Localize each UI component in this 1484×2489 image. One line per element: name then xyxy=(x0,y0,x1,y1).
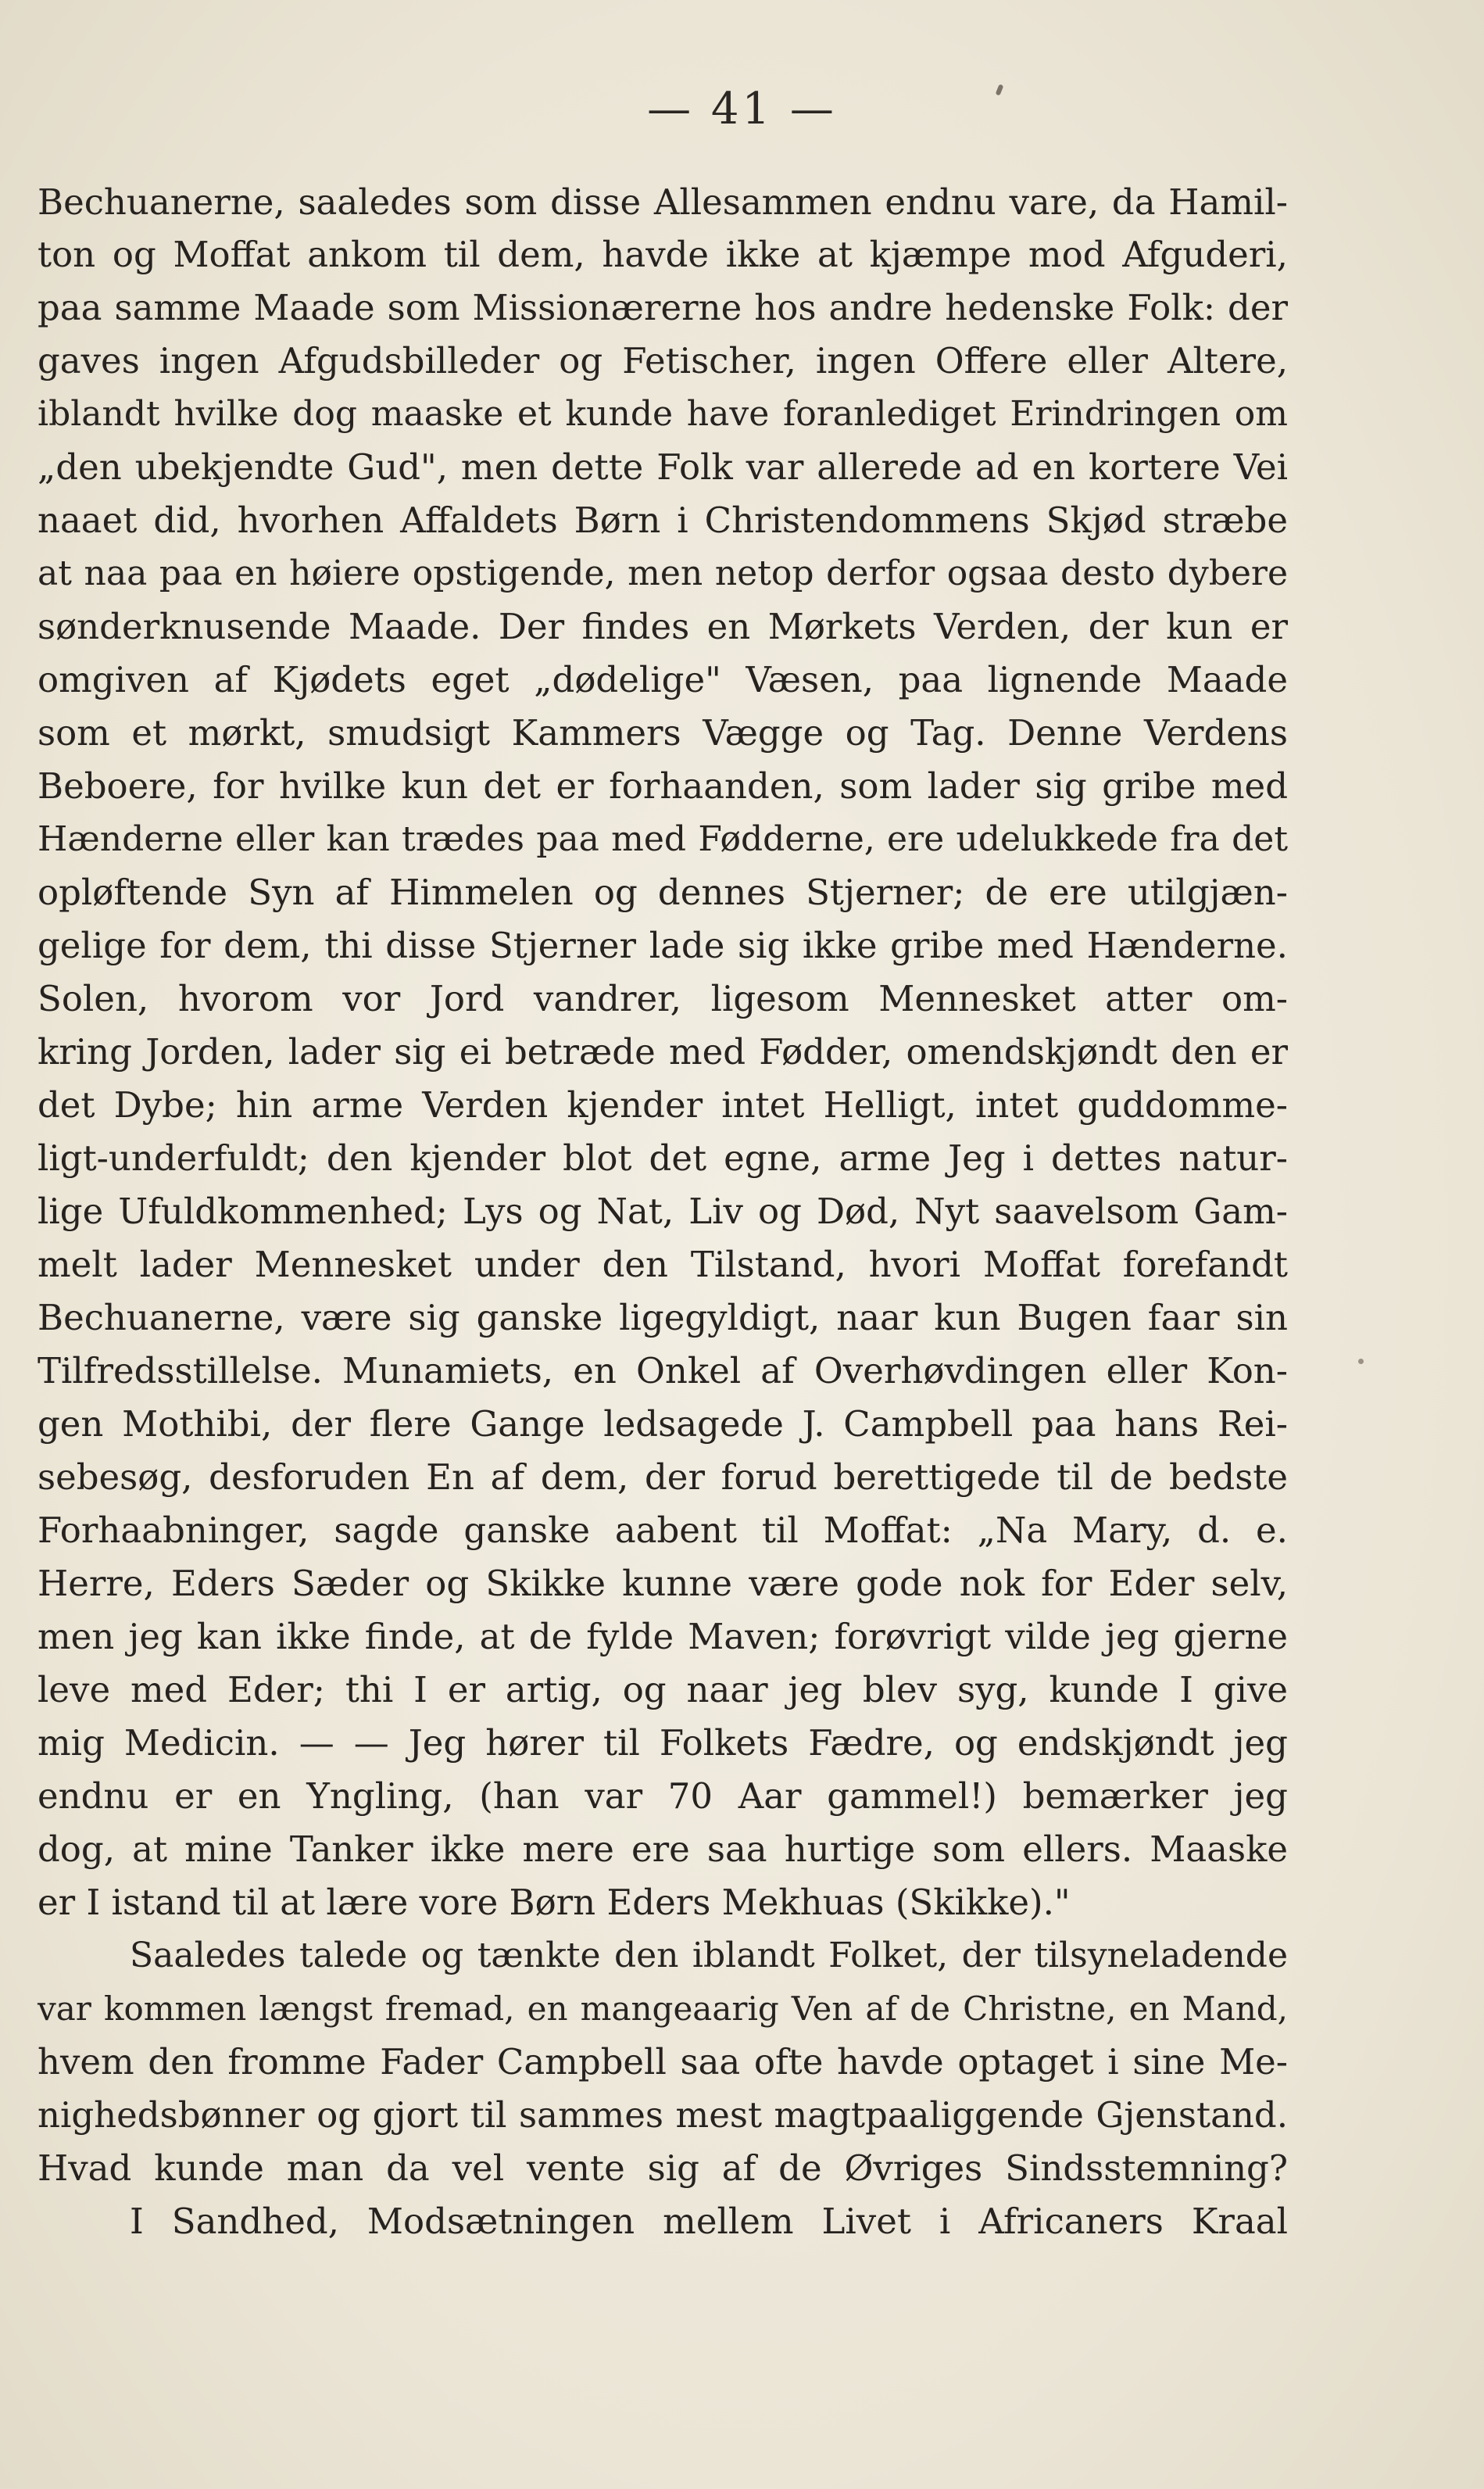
text-line: som et mørkt, smudsigt Kammers Vægge og Tag. Denne Verdens xyxy=(38,712,1288,754)
text-line: iblandt hvilke dog maaske et kunde have foranlediget Erindringen om xyxy=(38,394,1288,434)
text-line: hvem den fromme Fader Campbell saa ofte havde optaget i sine Me- xyxy=(38,2041,1288,2083)
text-line: omgiven af Kjødets eget „dødelige" Væsen, paa lignende Maade xyxy=(38,659,1288,700)
text-line: at naa paa en høiere opstigende, men netop derfor ogsaa desto dybere xyxy=(38,553,1288,593)
text-line: endnu er en Yngling, (han var 70 Aar gammel!) bemærker jeg xyxy=(38,1775,1288,1817)
text-line: var kommen længst fremad, en mangeaarig Ven af de Christne, en Mand, xyxy=(38,1989,1288,2028)
text-line: gen Mothibi, der flere Gange ledsagede J. Campbell paa hans Rei- xyxy=(38,1403,1288,1445)
ink-speck xyxy=(1358,1359,1364,1364)
text-line: I Sandhed, Modsætningen mellem Livet i Africaners Kraal xyxy=(130,2201,1288,2242)
text-line: naaet did, hvorhen Affaldets Børn i Christendommens Skjød stræbe xyxy=(38,500,1288,541)
text-line: gaves ingen Afgudsbilleder og Fetischer, ingen Offere eller Altere, xyxy=(38,340,1288,381)
text-line: Herre, Eders Sæder og Skikke kunne være gode nok for Eder selv, xyxy=(38,1563,1288,1604)
text-line: opløftende Syn af Himmelen og dennes Stjerner; de ere utilgjæn- xyxy=(38,872,1288,913)
text-line: ligt-underfuldt; den kjender blot det egne, arme Jeg i dettes natur- xyxy=(38,1137,1288,1179)
text-line: ton og Moffat ankom til dem, havde ikke at kjæmpe mod Afguderi, xyxy=(38,234,1288,275)
text-line: sønderknusende Maade. Der findes en Mørkets Verden, der kun er xyxy=(38,606,1288,647)
text-line: „den ubekjendte Gud", men dette Folk var allerede ad en kortere Vei xyxy=(38,446,1288,488)
text-line: Tilfredsstillelse. Munamiets, en Onkel af Overhøvdingen eller Kon- xyxy=(38,1350,1288,1391)
text-line: gelige for dem, thi disse Stjerner lade sig ikke gribe med Hænderne. xyxy=(38,925,1288,966)
text-line: sebesøg, desforuden En af dem, der forud berettigede til de bedste xyxy=(38,1456,1288,1498)
text-line: kring Jorden, lader sig ei betræde med Fødder, omendskjøndt den er xyxy=(38,1031,1288,1073)
text-line: mig Medicin. — — Jeg hører til Folkets Fædre, og endskjøndt jeg xyxy=(38,1722,1288,1764)
text-line: Forhaabninger, sagde ganske aabent til Moffat: „Na Mary, d. e. xyxy=(38,1510,1288,1551)
text-line: det Dybe; hin arme Verden kjender intet Helligt, intet guddomme- xyxy=(38,1084,1288,1126)
text-line: melt lader Mennesket under den Tilstand, hvori Moffat forefandt xyxy=(38,1244,1288,1285)
text-line: dog, at mine Tanker ikke mere ere saa hurtige som ellers. Maaske xyxy=(38,1828,1288,1870)
text-line: er I istand til at lære vore Børn Eders Mekhuas (Skikke)." xyxy=(38,1882,1071,1923)
text-line: Hænderne eller kan trædes paa med Fødderne, ere udelukkede fra det xyxy=(38,819,1288,859)
page-number: — 41 — xyxy=(647,84,837,134)
text-line: Solen, hvorom vor Jord vandrer, ligesom Mennesket atter om- xyxy=(38,978,1288,1019)
text-line: Saaledes talede og tænkte den iblandt Folket, der tilsyneladende xyxy=(130,1936,1288,1975)
text-line: Beboere, for hvilke kun det er forhaanden, som lader sig gribe med xyxy=(38,765,1288,807)
text-line: Bechuanerne, saaledes som disse Allesammen endnu vare, da Hamil- xyxy=(38,181,1288,223)
text-line: leve med Eder; thi I er artig, og naar jeg blev syg, kunde I give xyxy=(38,1669,1288,1710)
text-line: lige Ufuldkommenhed; Lys og Nat, Liv og Død, Nyt saavelsom Gam- xyxy=(38,1191,1288,1232)
text-line: men jeg kan ikke finde, at de fylde Maven; forøvrigt vilde jeg gjerne xyxy=(38,1616,1288,1657)
text-line: nighedsbønner og gjort til sammes mest magtpaaliggende Gjenstand. xyxy=(38,2094,1288,2136)
text-line: Bechuanerne, være sig ganske ligegyldigt, naar kun Bugen faar sin xyxy=(38,1297,1288,1338)
text-line: paa samme Maade som Missionærerne hos andre hedenske Folk: der xyxy=(38,287,1288,328)
text-line: Hvad kunde man da vel vente sig af de Øvriges Sindsstemning? xyxy=(38,2147,1288,2189)
